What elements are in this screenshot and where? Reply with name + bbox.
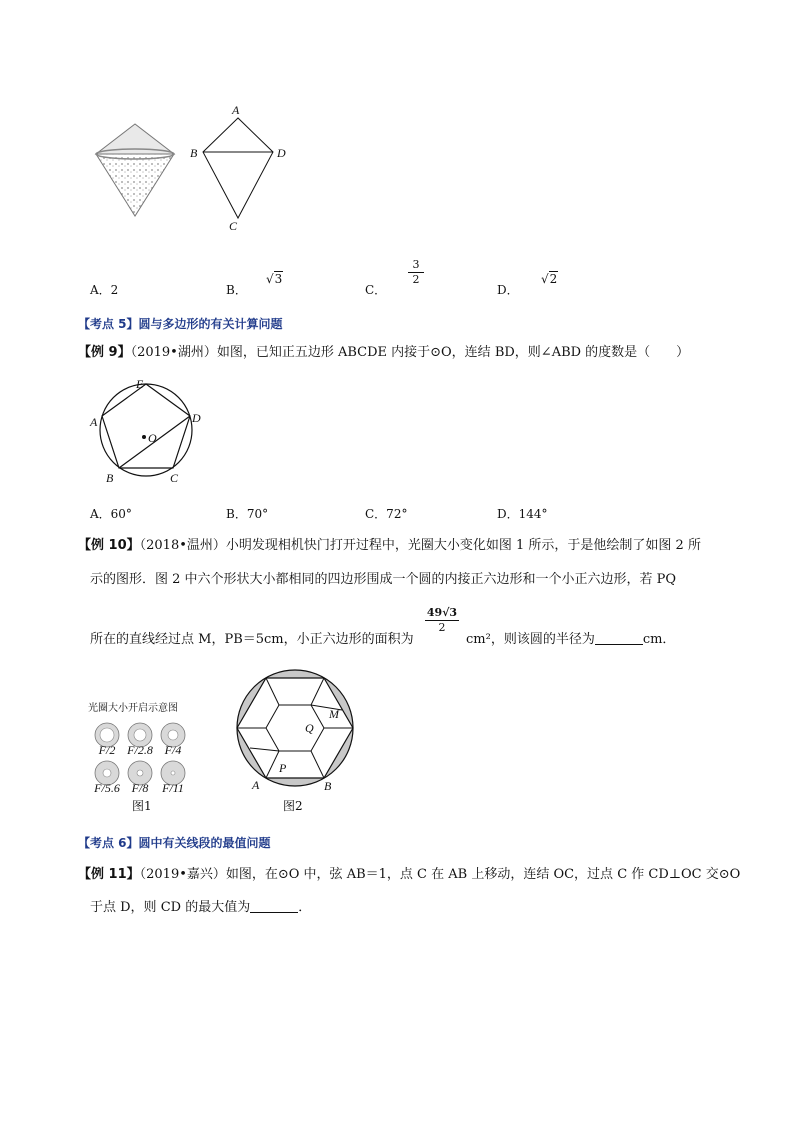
section-5-title: 【考点 5】圆与多边形的有关计算问题 — [78, 317, 283, 331]
label-b: B — [106, 471, 114, 485]
label-d: D — [192, 411, 201, 425]
stop-4: F/5.6 — [94, 781, 120, 795]
section-6-title: 【考点 6】圆中有关线段的最值问题 — [78, 836, 271, 850]
label-m: M — [329, 707, 339, 721]
pentagon-figure — [86, 376, 206, 488]
answer-blank[interactable] — [595, 630, 643, 645]
prev-option-b-value: √3 — [266, 272, 283, 286]
example-10-line-1: 【例 10】（2018•温州）小明发现相机快门打开过程中，光圈大小变化如图 1 所示，于是他绘制了如图 2 所 — [78, 538, 701, 553]
example-10-line-3a: 所在的直线经过点 M，PB＝5cm，小正六边形的面积为 — [90, 632, 414, 647]
example-10-line-2: 示的图形．图 2 中六个形状大小都相同的四边形围成一个圆的内接正六边形和一个小正六边形，若 PQ — [90, 572, 677, 587]
figure-2-caption: 图2 — [283, 799, 303, 813]
prev-option-d: D． — [497, 283, 519, 297]
aperture-figure — [92, 718, 192, 800]
hexagon-area-fraction: $\frac{49√3}{2}$ — [426, 606, 458, 634]
stop-5: F/8 — [131, 781, 149, 795]
prev-option-d-value: √2 — [541, 272, 558, 286]
label-q: Q — [305, 721, 314, 735]
aperture-geometry-figure — [232, 668, 368, 798]
answer-blank[interactable] — [250, 898, 298, 913]
label-e: E — [136, 377, 144, 391]
label-c: C — [170, 471, 179, 485]
example-11-line-2: 于点 D，则 CD 的最大值为 ． — [90, 900, 312, 915]
label-b: B — [324, 779, 332, 793]
stop-2: F/2.8 — [127, 743, 153, 757]
prev-option-c-value: $\frac{3}{2}$ — [408, 258, 424, 287]
ex9-option-a: A．60° — [90, 507, 132, 521]
label-b: B — [190, 146, 198, 160]
figure-1-title: 光圈大小开启示意图 — [88, 703, 178, 714]
stop-6: F/11 — [162, 781, 184, 795]
ex9-option-d: D．144° — [497, 507, 548, 521]
example-9: 【例 9】（2019•湖州）如图，已知正五边形 ABCDE 内接于⊙O，连结 BD，则∠ABD 的度数是（ ） — [78, 345, 690, 360]
label-p: P — [279, 761, 287, 775]
ex9-option-c: C．72° — [365, 507, 408, 521]
stop-1: F/2 — [98, 743, 116, 757]
example-10-line-3b: cm²，则该圆的半径为 cm． — [466, 632, 676, 647]
label-o: O — [148, 431, 157, 445]
prev-option-b: B． — [226, 283, 247, 297]
prev-option-c: C． — [365, 283, 387, 297]
prev-option-a: A．2 — [90, 283, 119, 297]
figure-1-caption: 图1 — [132, 799, 152, 813]
label-a: A — [90, 415, 98, 429]
ex9-option-b: B．70° — [226, 507, 269, 521]
label-a: A — [252, 778, 260, 792]
label-d: D — [277, 146, 286, 160]
example-11-line-1: 【例 11】（2019•嘉兴）如图，在⊙O 中，弦 AB＝1，点 C 在 AB 上移动，连结 OC，过点 C 作 CD⊥OC 交⊙O — [78, 867, 741, 882]
stop-3: F/4 — [164, 743, 182, 757]
rhombus-figure — [188, 100, 298, 235]
label-c: C — [229, 219, 238, 233]
label-a: A — [232, 103, 240, 117]
cone-figure — [90, 120, 180, 220]
